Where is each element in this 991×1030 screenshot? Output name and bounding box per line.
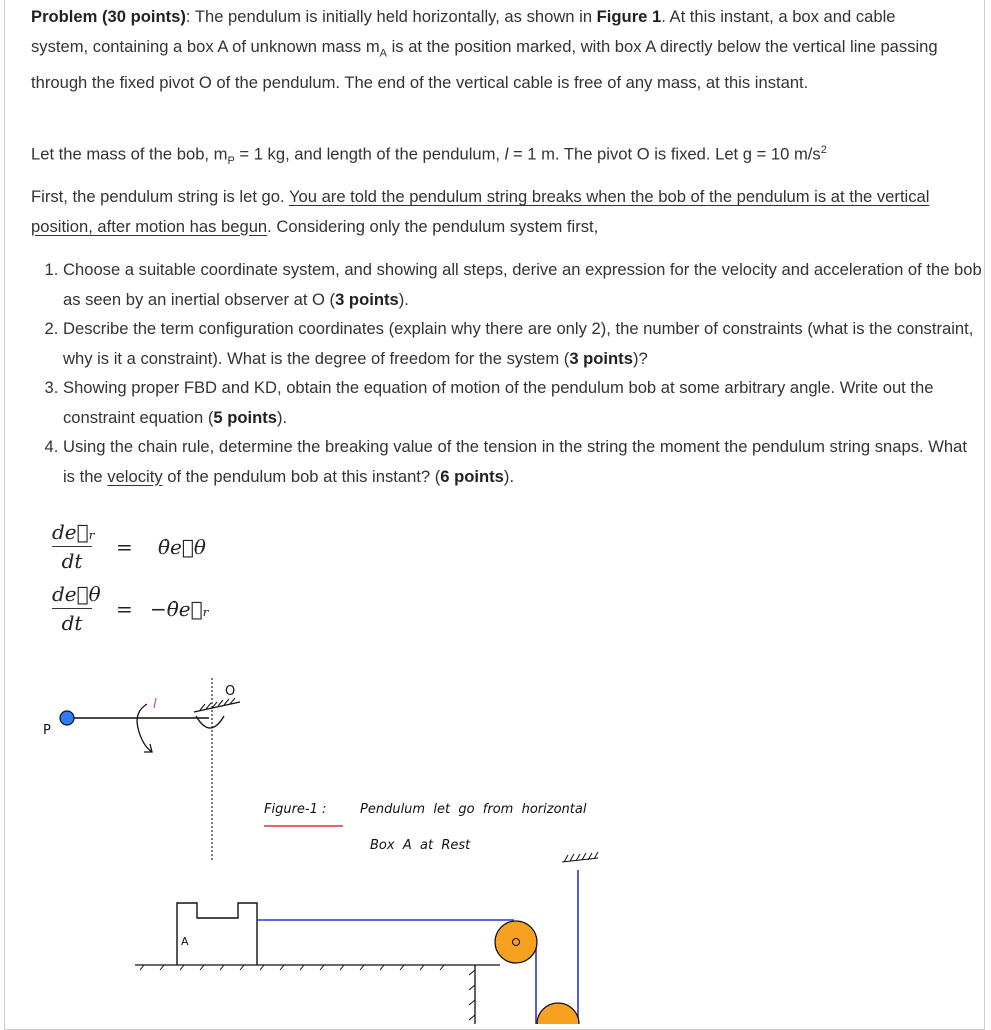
- given-text: Let the mass of the bob, m: [31, 144, 228, 164]
- points-1: 3 points: [335, 289, 399, 309]
- caption-label: Figure-1 :: [264, 802, 327, 817]
- eq1-rhs: θ̇e⃗θ: [158, 535, 206, 559]
- question-2: 2. Describe the term configuration coordinates (explain why there are only 2), the number of constraints (what is the constraint, why is it a constraint). What is the degree of freedom for the system (3 points)?: [63, 314, 983, 373]
- given-text-2: = 1 kg, and length of the pendulum,: [234, 144, 505, 164]
- question-1: 1. Choose a suitable coordinate system, and showing all steps, derive an expression for the velocity and acceleration of the bob as seen by an inertial observer at O (3 points).: [63, 255, 983, 314]
- figure-ref: Figure 1: [596, 7, 662, 26]
- first-text-2: . Considering only the pendulum system first,: [267, 216, 599, 236]
- first-underlined: You are told the pendulum string breaks when the bob of the pendulum is at the vertical position, after motion has begun: [31, 187, 930, 236]
- velocity-underlined: velocity: [107, 466, 163, 486]
- right-ceiling-hatch: [562, 852, 598, 862]
- given-subscript: P: [227, 154, 235, 167]
- label-o: O: [225, 684, 236, 699]
- pendulum-bob: [60, 711, 74, 725]
- intro-text: : The pendulum is initially held horizontally, as shown in: [185, 7, 597, 26]
- first-text: First, the pendulum string is let go.: [31, 187, 289, 206]
- question-3: 3. Showing proper FBD and KD, obtain the equation of motion of the pendulum bob at some arbitrary angle. Write out the constraint equation (5 points).: [63, 373, 983, 432]
- eq2-rhs: −θ̇e⃗ᵣ: [150, 597, 210, 621]
- problem-label: Problem (30 points): [31, 7, 186, 26]
- eq2-equals: =: [116, 597, 133, 621]
- intro-text-2: . At this instant, a box and cable system, containing a box A of unknown mass m: [31, 7, 896, 56]
- points-2: 3 points: [569, 348, 633, 368]
- pulley-upper: [495, 921, 537, 963]
- ground-hatch: [140, 965, 444, 970]
- pulley-lower: [537, 1003, 579, 1024]
- points-4: 6 points: [440, 466, 504, 486]
- box-a: [177, 903, 257, 965]
- eq2-fraction: $\frac{de⃗\theta}{dt}$: [52, 582, 101, 635]
- caption-line2: Box A at Rest: [370, 838, 471, 853]
- points-3: 5 points: [213, 407, 277, 427]
- caption-text: Pendulum let go from horizontal: [360, 802, 587, 817]
- label-l: l: [153, 697, 157, 712]
- eq1-fraction: $\frac{\text{de⃗ᵣ}}{dt}$: [52, 520, 96, 573]
- gravity-superscript: 2: [820, 144, 827, 156]
- ceiling-line: [194, 702, 240, 712]
- mass-subscript: A: [379, 46, 387, 59]
- question-4: 4. Using the chain rule, determine the breaking value of the tension in the string the moment the pendulum string snaps. What is the velocity of the pendulum bob at this instant? (6 points).: [63, 432, 983, 491]
- length-symbol: l: [504, 144, 509, 164]
- wall-hatch: [469, 970, 475, 1020]
- eq1-equals: =: [116, 535, 133, 559]
- intro-text-3: is at the position marked, with box A directly below the vertical line passing through the fixed pivot O of the pendulum. The end of the vertical cable is free of any mass, at this instant.: [31, 36, 938, 93]
- label-a: A: [181, 935, 189, 948]
- given-text-3: = 1 m. The pivot O is fixed. Let g = 10 m/s: [508, 144, 821, 164]
- label-p: P: [43, 723, 51, 738]
